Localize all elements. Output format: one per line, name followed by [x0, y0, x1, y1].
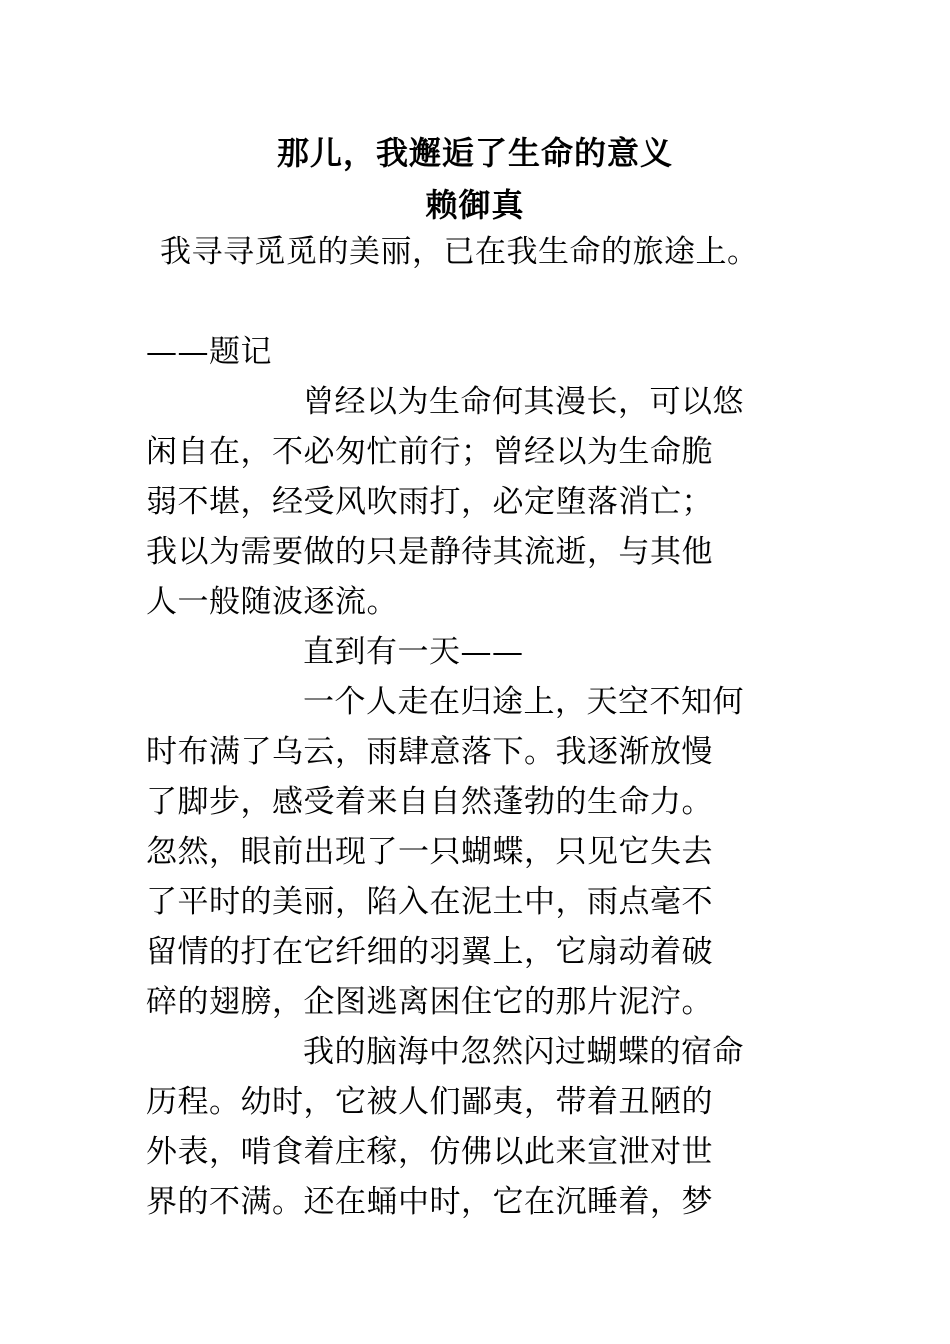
paragraph-line: 直到有一天——: [303, 634, 524, 670]
paragraph-line: 界的不满。还在蛹中时，它在沉睡着，梦: [146, 1184, 713, 1220]
paragraph-line: 我以为需要做的只是静待其流逝，与其他: [146, 534, 713, 570]
paragraph-line: 历程。幼时，它被人们鄙夷，带着丑陋的: [146, 1084, 713, 1120]
paragraph-line: 忽然，眼前出现了一只蝴蝶，只见它失去: [146, 834, 713, 870]
paragraph-line: 留情的打在它纤细的羽翼上，它扇动着破: [146, 934, 713, 970]
epigraph: 我寻寻觅觅的美丽，已在我生命的旅途上。: [160, 234, 759, 270]
paragraph-line: 曾经以为生命何其漫长，可以悠: [303, 384, 744, 420]
paragraph-line: 时布满了乌云，雨肆意落下。我逐渐放慢: [146, 734, 713, 770]
paragraph-line: 了平时的美丽，陷入在泥土中，雨点毫不: [146, 884, 713, 920]
paragraph-line: 了脚步，感受着来自自然蓬勃的生命力。: [146, 784, 713, 820]
paragraph-line: 人一般随波逐流。: [146, 584, 398, 620]
paragraph-line: 外表，啃食着庄稼，仿佛以此来宣泄对世: [146, 1134, 713, 1170]
document-title: 那儿，我邂逅了生命的意义: [276, 134, 673, 172]
paragraph-line: 一个人走在归途上，天空不知何: [303, 684, 744, 720]
epigraph-source: ——题记: [146, 334, 272, 370]
paragraph-line: 弱不堪，经受风吹雨打，必定堕落消亡；: [146, 484, 713, 520]
document-author: 赖御真: [425, 186, 525, 224]
paragraph-line: 闲自在，不必匆忙前行；曾经以为生命脆: [146, 434, 713, 470]
paragraph-line: 碎的翅膀，企图逃离困住它的那片泥泞。: [146, 984, 713, 1020]
paragraph-line: 我的脑海中忽然闪过蝴蝶的宿命: [303, 1034, 744, 1070]
